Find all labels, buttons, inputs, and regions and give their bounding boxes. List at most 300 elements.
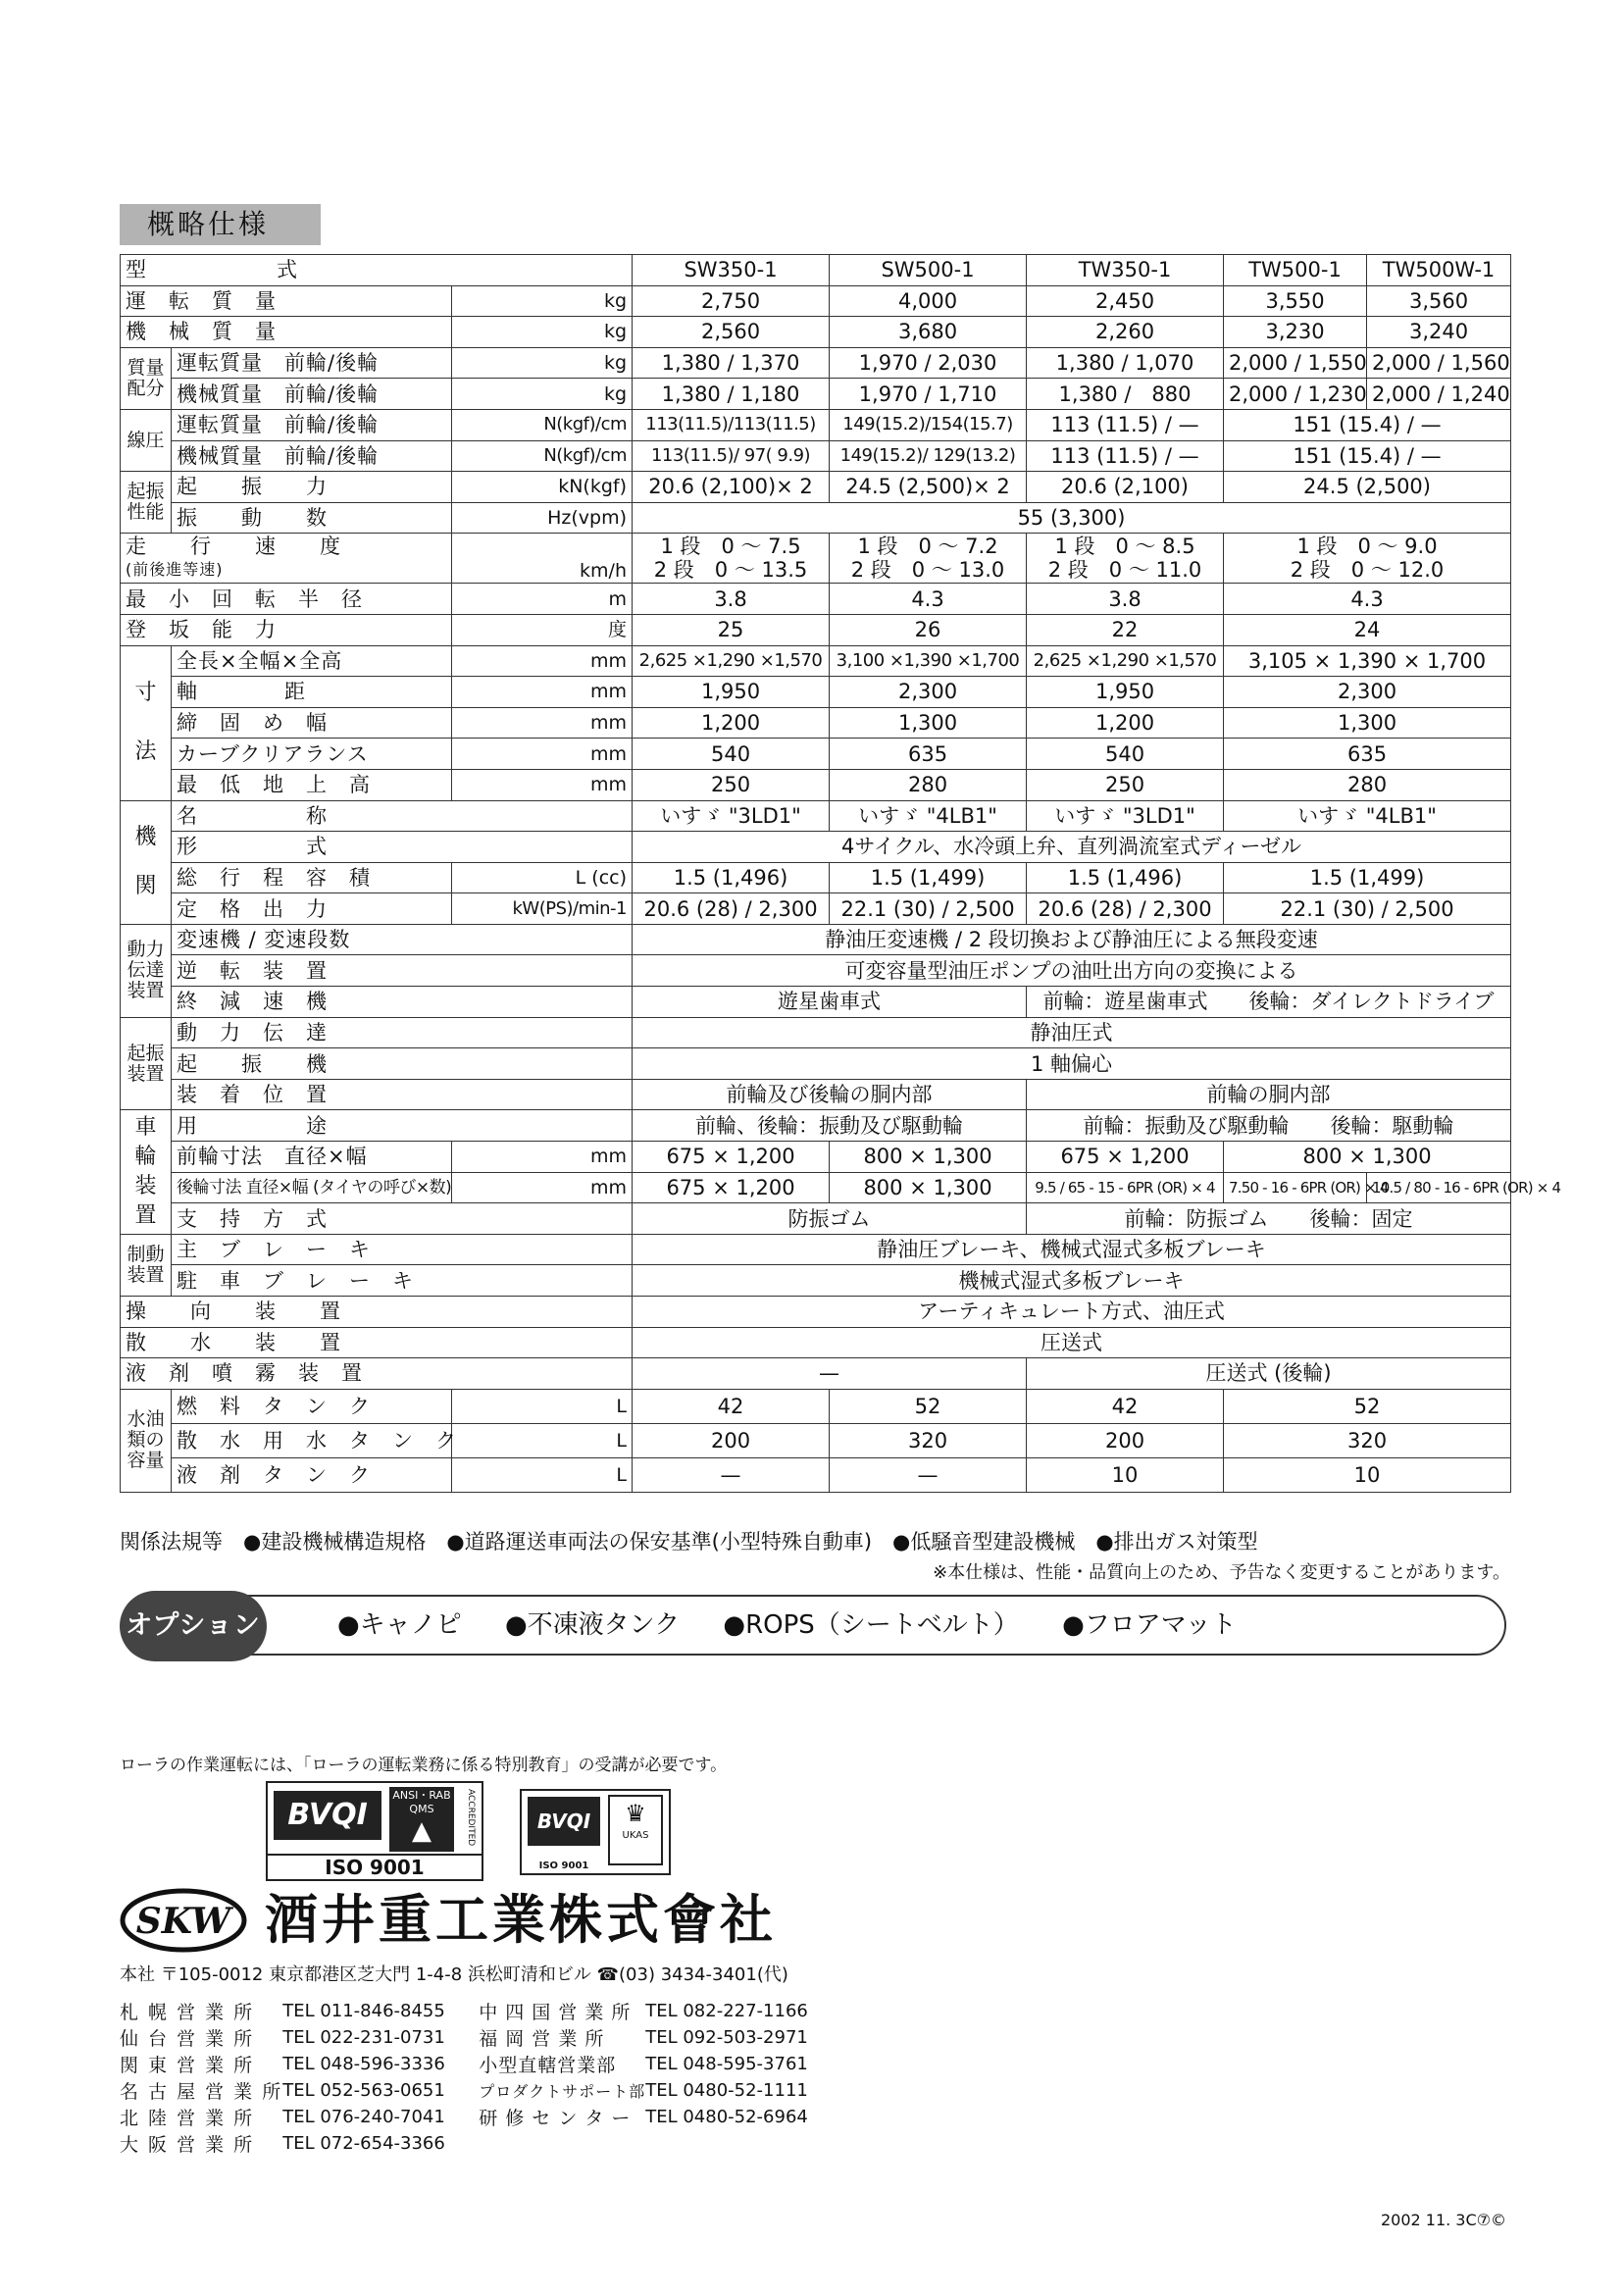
row-label: 運転質量 前輪/後輪 xyxy=(172,409,452,440)
options-bar xyxy=(124,1595,1506,1656)
company-logo-icon xyxy=(120,1888,247,1953)
cell: 前輪：防振ゴム 後輪：固定 xyxy=(1027,1203,1511,1235)
cell: 1.5 (1,499) xyxy=(830,862,1027,893)
unit: mm xyxy=(452,1142,633,1173)
cell: 4,000 xyxy=(830,285,1027,317)
cell: 防振ゴム xyxy=(633,1203,1027,1235)
cell: 2,300 xyxy=(1224,677,1511,708)
office-name: 大 阪 営 業 所 xyxy=(120,2134,255,2156)
cell: 3,100 ×1,390 ×1,700 xyxy=(830,645,1027,677)
head-office-address: 本社 〒105-0012 東京都港区芝大門 1-4-8 浜松町清和ビル ☎(03) 3434-3401(代) xyxy=(120,1964,788,1985)
row-label: 用 途 xyxy=(172,1110,633,1142)
model-name: TW500W-1 xyxy=(1367,255,1511,286)
unit: kg xyxy=(452,347,633,379)
iso-certification-logo xyxy=(266,1781,483,1881)
row-label: 燃 料 タ ン ク xyxy=(172,1389,452,1423)
cell: 2,450 xyxy=(1027,285,1224,317)
unit: L (cc) xyxy=(452,862,633,893)
cell: 24.5 (2,500) xyxy=(1224,472,1511,503)
cell: 55 (3,300) xyxy=(633,502,1511,534)
row-vib-freq xyxy=(121,502,1511,534)
cell: 前輪：遊星歯車式 後輪：ダイレクトドライブ xyxy=(1027,987,1511,1018)
group-label: 質量配分 xyxy=(121,347,172,409)
row-label: 軸 距 xyxy=(172,677,452,708)
group-char: 装 xyxy=(134,1174,157,1199)
cell: 1,380 / 1,180 xyxy=(633,379,830,410)
row-label: 散 水 装 置 xyxy=(121,1327,633,1358)
cell: 圧送式 (後輪) xyxy=(1027,1358,1511,1390)
cell: 24.5 (2,500)× 2 xyxy=(830,472,1027,503)
row-label: 駐 車 ブ レ ー キ xyxy=(172,1265,633,1297)
row-tr-speed xyxy=(121,924,1511,955)
row-dist-mach xyxy=(121,379,1511,410)
row-dim-lwh xyxy=(121,645,1511,677)
cell: — xyxy=(633,1358,1027,1390)
row-spray xyxy=(121,1358,1511,1390)
row-label: 逆 転 装 置 xyxy=(172,955,633,987)
speed-line: 1 段 0 ～ 8.5 xyxy=(1054,535,1195,559)
cell: 3,680 xyxy=(830,317,1027,348)
group-char: 車 xyxy=(134,1115,157,1141)
cell: 静油圧ブレーキ、機械式湿式多板ブレーキ xyxy=(633,1234,1511,1265)
cell: いすゞ "3LD1" xyxy=(633,800,830,832)
row-label: 機械質量 前輪/後輪 xyxy=(172,440,452,472)
company-block xyxy=(120,1888,777,1953)
ukas-mark xyxy=(608,1795,663,1865)
cell: 前輪：振動及び駆動輪 後輪：駆動輪 xyxy=(1027,1110,1511,1142)
cell: 10 xyxy=(1224,1457,1511,1492)
options-badge: オプション xyxy=(120,1591,267,1661)
unit: kg xyxy=(452,317,633,348)
row-dim-wb xyxy=(121,677,1511,708)
cell xyxy=(830,534,1027,584)
group-char: 法 xyxy=(134,739,157,765)
option-item: ●不凍液タンク xyxy=(504,1610,681,1640)
row-label: 運 転 質 量 xyxy=(121,285,452,317)
cell: 1,970 / 1,710 xyxy=(830,379,1027,410)
cell: 2,625 ×1,290 ×1,570 xyxy=(633,645,830,677)
cell: 10 xyxy=(1027,1457,1224,1492)
row-eng-type xyxy=(121,832,1511,863)
row-mach-mass xyxy=(121,317,1511,348)
model-row-label: 型 式 xyxy=(121,255,633,286)
cell: アーティキュレート方式、油圧式 xyxy=(633,1297,1511,1328)
row-label: 全長×全幅×全高 xyxy=(172,645,452,677)
office-row xyxy=(120,2077,808,2104)
row-cap-fuel xyxy=(121,1389,1511,1423)
speed-line: 2 段 0 ～ 12.0 xyxy=(1290,558,1445,583)
office-name: 小型直轄営業部 xyxy=(479,2055,617,2076)
cell: 675 × 1,200 xyxy=(633,1172,830,1203)
cell: 3,105 × 1,390 × 1,700 xyxy=(1224,645,1511,677)
row-water xyxy=(121,1327,1511,1358)
cell: — xyxy=(830,1457,1027,1492)
row-br-park xyxy=(121,1265,1511,1297)
cell: 42 xyxy=(1027,1389,1224,1423)
company-name: 酒井重工業株式會社 xyxy=(265,1889,777,1951)
office-tel: TEL 0480-52-1111 xyxy=(645,2080,808,2101)
cell: 遊星歯車式 xyxy=(633,987,1027,1018)
unit: 度 xyxy=(452,614,633,645)
row-label: 前輪寸法 直径×幅 xyxy=(172,1142,452,1173)
row-vd-exc xyxy=(121,1048,1511,1080)
cell: 1,380 / 880 xyxy=(1027,379,1224,410)
cell: 1.5 (1,496) xyxy=(633,862,830,893)
cell: いすゞ "3LD1" xyxy=(1027,800,1224,832)
row-vib-force xyxy=(121,472,1511,503)
row-vd-power xyxy=(121,1017,1511,1048)
row-label: 主 ブ レ ー キ xyxy=(172,1234,633,1265)
row-wh-sup xyxy=(121,1203,1511,1235)
qms-text: QMS xyxy=(409,1803,434,1815)
row-cap-liq xyxy=(121,1457,1511,1492)
cell: 1 軸偏心 xyxy=(633,1048,1511,1080)
group-label: 起振性能 xyxy=(121,472,172,534)
speed-line: 1 段 0 ～ 7.5 xyxy=(660,535,801,559)
cell: 540 xyxy=(1027,739,1224,770)
unit: kN(kgf) xyxy=(452,472,633,503)
cell: 800 × 1,300 xyxy=(830,1172,1027,1203)
cell: 可変容量型油圧ポンプの油吐出方向の変換による xyxy=(633,955,1511,987)
cell xyxy=(633,534,830,584)
row-label: 終 減 速 機 xyxy=(172,987,633,1018)
row-label: 機械質量 前輪/後輪 xyxy=(172,379,452,410)
cell: 540 xyxy=(633,739,830,770)
row-speed xyxy=(121,534,1511,584)
cell: 前輪の胴内部 xyxy=(1027,1079,1511,1110)
row-turn xyxy=(121,584,1511,615)
row-tr-final xyxy=(121,987,1511,1018)
row-eng-disp xyxy=(121,862,1511,893)
office-tel: TEL 052-563-0651 xyxy=(282,2080,445,2101)
bvqi-logo: BVQI xyxy=(528,1797,600,1846)
row-label: 液 剤 タ ン ク xyxy=(172,1457,452,1492)
cell: 280 xyxy=(830,769,1027,800)
section-heading: 概略仕様 xyxy=(120,204,321,245)
cell: 113(11.5)/ 97( 9.9) xyxy=(633,440,830,472)
cell: — xyxy=(633,1457,830,1492)
row-label: 締 固 め 幅 xyxy=(172,707,452,739)
cell: 2,560 xyxy=(633,317,830,348)
cell: 635 xyxy=(830,739,1027,770)
unit: N(kgf)/cm xyxy=(452,409,633,440)
cell: 151 (15.4) / — xyxy=(1224,440,1511,472)
cell: 2,000 / 1,550 xyxy=(1224,347,1367,379)
unit: mm xyxy=(452,739,633,770)
cell: 10.5 / 80 - 16 - 6PR (OR) × 4 xyxy=(1367,1172,1511,1203)
unit: mm xyxy=(452,1172,633,1203)
unit: kg xyxy=(452,379,633,410)
cell: 26 xyxy=(830,614,1027,645)
row-label: 散 水 用 水 タ ン ク xyxy=(172,1423,452,1457)
row-label: カーブクリアランス xyxy=(172,739,452,770)
group-char: 輪 xyxy=(134,1145,157,1170)
unit: m xyxy=(452,584,633,615)
cell: 圧送式 xyxy=(633,1327,1511,1358)
cell xyxy=(1027,534,1224,584)
office-row xyxy=(120,2130,808,2157)
unit: N(kgf)/cm xyxy=(452,440,633,472)
cell: 149(15.2)/154(15.7) xyxy=(830,409,1027,440)
cell: 320 xyxy=(1224,1423,1511,1457)
row-cap-water xyxy=(121,1423,1511,1457)
cell: 22.1 (30) / 2,500 xyxy=(1224,893,1511,925)
group-char: 機 xyxy=(134,825,157,850)
row-label: 液 剤 噴 霧 装 置 xyxy=(121,1358,633,1390)
model-name: SW350-1 xyxy=(633,255,830,286)
ansi-rab-mark xyxy=(389,1787,454,1852)
office-row xyxy=(120,1998,808,2024)
office-list xyxy=(120,1998,808,2157)
cell: いすゞ "4LB1" xyxy=(830,800,1027,832)
cell: 1,380 / 1,370 xyxy=(633,347,830,379)
unit: L xyxy=(452,1423,633,1457)
model-name: TW350-1 xyxy=(1027,255,1224,286)
row-label: 最 低 地 上 高 xyxy=(172,769,452,800)
cell: 20.6 (2,100)× 2 xyxy=(633,472,830,503)
office-name: 札 幌 営 業 所 xyxy=(120,2002,255,2023)
unit: mm xyxy=(452,707,633,739)
cell: 20.6 (28) / 2,300 xyxy=(1027,893,1224,925)
cell: 280 xyxy=(1224,769,1511,800)
bvqi-logo: BVQI xyxy=(274,1791,381,1840)
unit: mm xyxy=(452,769,633,800)
cell: 2,300 xyxy=(830,677,1027,708)
row-label: 登 坂 能 力 xyxy=(121,614,452,645)
office-tel: TEL 0480-52-6964 xyxy=(645,2107,808,2127)
row-eng-out xyxy=(121,893,1511,925)
row-label: 形 式 xyxy=(172,832,633,863)
cell: 4サイクル、水冷頭上弁、直列渦流室式ディーゼル xyxy=(633,832,1511,863)
speed-line: 2 段 0 ～ 13.0 xyxy=(850,558,1005,583)
row-label: 名 称 xyxy=(172,800,633,832)
group-label: 動力伝達装置 xyxy=(121,924,172,1017)
row-label: 操 向 装 置 xyxy=(121,1297,633,1328)
cell: 635 xyxy=(1224,739,1511,770)
cell: 200 xyxy=(633,1423,830,1457)
ansi-rab-text: ANSI・RAB xyxy=(392,1789,451,1802)
office-name: 研 修 セ ン タ ー xyxy=(479,2108,632,2129)
office-name: 名 古 屋 営 業 所 xyxy=(120,2081,283,2103)
row-label: 支 持 方 式 xyxy=(172,1203,633,1235)
cell: 静油圧式 xyxy=(633,1017,1511,1048)
triangle-star-icon: ▲ xyxy=(412,1816,431,1846)
row-label: 機 械 質 量 xyxy=(121,317,452,348)
row-lp-op xyxy=(121,409,1511,440)
unit: mm xyxy=(452,645,633,677)
row-wh-front xyxy=(121,1142,1511,1173)
cell: 1,300 xyxy=(830,707,1027,739)
cell: 1,950 xyxy=(633,677,830,708)
cell: 1,300 xyxy=(1224,707,1511,739)
cell: 1,950 xyxy=(1027,677,1224,708)
cell: 2,000 / 1,560 xyxy=(1367,347,1511,379)
office-row xyxy=(120,2051,808,2077)
office-tel: TEL 048-596-3336 xyxy=(282,2054,445,2074)
unit: mm xyxy=(452,677,633,708)
cell: 機械式湿式多板ブレーキ xyxy=(633,1265,1511,1297)
office-tel: TEL 092-503-2971 xyxy=(645,2027,808,2048)
group-label xyxy=(121,1110,172,1234)
cell: 1.5 (1,496) xyxy=(1027,862,1224,893)
row-label: 振 動 数 xyxy=(172,502,452,534)
row-model xyxy=(121,255,1511,286)
cell: 42 xyxy=(633,1389,830,1423)
cell: 200 xyxy=(1027,1423,1224,1457)
group-label: 水油類の容量 xyxy=(121,1389,172,1492)
office-name: 北 陸 営 業 所 xyxy=(120,2108,255,2129)
cell: 2,000 / 1,230 xyxy=(1224,379,1367,410)
office-tel: TEL 022-231-0731 xyxy=(282,2027,445,2048)
office-tel: TEL 076-240-7041 xyxy=(282,2107,445,2127)
unit: kW(PS)/min-1 xyxy=(452,893,633,925)
row-wh-use xyxy=(121,1110,1511,1142)
cell: いすゞ "4LB1" xyxy=(1224,800,1511,832)
row-label xyxy=(121,534,452,584)
group-label xyxy=(121,800,172,924)
office-name xyxy=(479,2130,645,2157)
cell: 3.8 xyxy=(1027,584,1224,615)
print-code: 2002 11. 3C⑦© xyxy=(1380,2211,1506,2229)
cell: 4.3 xyxy=(830,584,1027,615)
group-label xyxy=(121,645,172,800)
cell: 4.3 xyxy=(1224,584,1511,615)
crown-icon: ♛ xyxy=(625,1800,646,1827)
office-tel: TEL 048-595-3761 xyxy=(645,2054,808,2074)
row-label: 運転質量 前輪/後輪 xyxy=(172,347,452,379)
related-regulations: 関係法規等 ●建設機械構造規格 ●道路運送車両法の保安基準(小型特殊自動車) ●低騒音型建設機械 ●排出ガス対策型 xyxy=(120,1530,1258,1554)
cell: 24 xyxy=(1224,614,1511,645)
group-char: 寸 xyxy=(134,681,157,706)
row-br-main xyxy=(121,1234,1511,1265)
office-name: 中 四 国 営 業 所 xyxy=(479,2002,632,2023)
cell: 1.5 (1,499) xyxy=(1224,862,1511,893)
row-label: 総 行 程 容 積 xyxy=(172,862,452,893)
cell: 9.5 / 65 - 15 - 6PR (OR) × 4 xyxy=(1027,1172,1224,1203)
option-item: ●ROPS（シートベルト） xyxy=(723,1610,1019,1640)
speed-line: 1 段 0 ～ 7.2 xyxy=(857,535,998,559)
group-label: 線圧 xyxy=(121,409,172,471)
unit: L xyxy=(452,1389,633,1423)
cell: 1,200 xyxy=(633,707,830,739)
row-label: 定 格 出 力 xyxy=(172,893,452,925)
speed-line: 2 段 0 ～ 11.0 xyxy=(1047,558,1202,583)
model-name: TW500-1 xyxy=(1224,255,1367,286)
options-list xyxy=(337,1597,1272,1654)
row-label: 起 振 機 xyxy=(172,1048,633,1080)
iso-ukas-logo xyxy=(520,1789,671,1875)
cell: 250 xyxy=(633,769,830,800)
row-label: 最 小 回 転 半 径 xyxy=(121,584,452,615)
cell: 800 × 1,300 xyxy=(1224,1142,1511,1173)
cell: 前輪、後輪：振動及び駆動輪 xyxy=(633,1110,1027,1142)
spec-table xyxy=(120,254,1561,1493)
cell: 3,560 xyxy=(1367,285,1511,317)
row-op-mass xyxy=(121,285,1511,317)
option-item: ●フロアマット xyxy=(1062,1610,1237,1640)
cell: 1,970 / 2,030 xyxy=(830,347,1027,379)
cell: 3,230 xyxy=(1224,317,1367,348)
cell: 52 xyxy=(1224,1389,1511,1423)
cell: 1,200 xyxy=(1027,707,1224,739)
row-label-sub: (前後進等速) xyxy=(126,560,224,580)
unit: kg xyxy=(452,285,633,317)
training-notice: ローラの作業運転には、「ローラの運転業務に係る特別教育」の受講が必要です。 xyxy=(120,1756,728,1775)
row-label: 変速機 / 変速段数 xyxy=(172,924,633,955)
row-steer xyxy=(121,1297,1511,1328)
cell: 320 xyxy=(830,1423,1027,1457)
cell xyxy=(1224,534,1511,584)
group-char: 置 xyxy=(134,1203,157,1229)
cell: 52 xyxy=(830,1389,1027,1423)
row-label: 装 着 位 置 xyxy=(172,1079,633,1110)
unit: Hz(vpm) xyxy=(452,502,633,534)
group-label: 制動装置 xyxy=(121,1234,172,1296)
spec-change-note: ※本仕様は、性能・品質向上のため、予告なく変更することがあります。 xyxy=(933,1562,1510,1583)
option-item: ●キャノピ xyxy=(337,1610,462,1640)
row-label: 起 振 力 xyxy=(172,472,452,503)
cell: 2,625 ×1,290 ×1,570 xyxy=(1027,645,1224,677)
cell: 3.8 xyxy=(633,584,830,615)
cell: 113 (11.5) / — xyxy=(1027,440,1224,472)
cell: 20.6 (28) / 2,300 xyxy=(633,893,830,925)
speed-line: 1 段 0 ～ 9.0 xyxy=(1296,535,1438,559)
cell: 113(11.5)/113(11.5) xyxy=(633,409,830,440)
cell: 3,240 xyxy=(1367,317,1511,348)
cell: 7.50 - 16 - 6PR (OR) × 4 xyxy=(1224,1172,1367,1203)
row-eng-name xyxy=(121,800,1511,832)
cell: 20.6 (2,100) xyxy=(1027,472,1224,503)
cell: 250 xyxy=(1027,769,1224,800)
cell: 2,260 xyxy=(1027,317,1224,348)
iso9001-label: ISO 9001 xyxy=(268,1854,482,1879)
cell: 151 (15.4) / — xyxy=(1224,409,1511,440)
office-tel xyxy=(645,2130,808,2157)
iso9001-label: ISO 9001 xyxy=(538,1861,589,1871)
model-name: SW500-1 xyxy=(830,255,1027,286)
cell: 1,380 / 1,070 xyxy=(1027,347,1224,379)
cell: 22.1 (30) / 2,500 xyxy=(830,893,1027,925)
group-label: 起振装置 xyxy=(121,1017,172,1110)
cell: 2,000 / 1,240 xyxy=(1367,379,1511,410)
row-label: 動 力 伝 達 xyxy=(172,1017,633,1048)
cell: 675 × 1,200 xyxy=(1027,1142,1224,1173)
cell: 800 × 1,300 xyxy=(830,1142,1027,1173)
cell: 113 (11.5) / — xyxy=(1027,409,1224,440)
cell: 25 xyxy=(633,614,830,645)
cell: 静油圧変速機 / 2 段切換および静油圧による無段変速 xyxy=(633,924,1511,955)
cell: 149(15.2)/ 129(13.2) xyxy=(830,440,1027,472)
office-name: 福 岡 営 業 所 xyxy=(479,2028,605,2050)
row-dim-gc xyxy=(121,769,1511,800)
cell: 22 xyxy=(1027,614,1224,645)
office-tel: TEL 011-846-8455 xyxy=(282,2001,445,2021)
row-dist-op xyxy=(121,347,1511,379)
office-row xyxy=(120,2024,808,2051)
row-climb xyxy=(121,614,1511,645)
unit: L xyxy=(452,1457,633,1492)
row-label-main: 走 行 速 度 xyxy=(126,535,341,559)
accredited-text: ACCREDITED xyxy=(466,1789,476,1847)
cell: 前輪及び後輪の胴内部 xyxy=(633,1079,1027,1110)
company-mark-text: SKW xyxy=(135,1901,231,1942)
cell: 675 × 1,200 xyxy=(633,1142,830,1173)
office-row xyxy=(120,2104,808,2130)
unit: km/h xyxy=(452,534,633,584)
office-name: プロダクトサポート部 xyxy=(479,2082,646,2101)
office-name: 関 東 営 業 所 xyxy=(120,2055,255,2076)
row-dim-cw xyxy=(121,707,1511,739)
